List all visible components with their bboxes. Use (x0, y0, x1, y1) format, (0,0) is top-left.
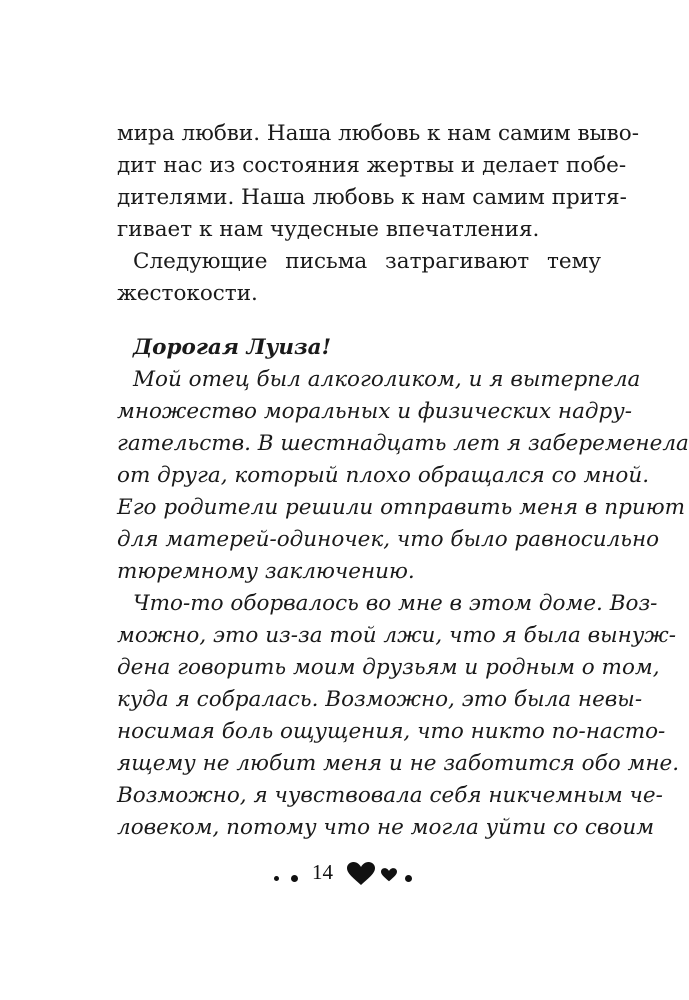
page-number: 14 (312, 859, 333, 884)
page-footer (0, 852, 686, 892)
letter-text-line: куда я собралась. Возможно, это была невы- (117, 687, 643, 712)
letter-text-line: множество моральных и физических надру- (117, 399, 633, 424)
letter-salutation: Дорогая Луиза! (133, 335, 332, 360)
letter-text-line: тюремному заключению. (117, 559, 415, 584)
letter-text-line: гательств. В шестнадцать лет я забеременела (117, 431, 689, 456)
body-text-line: дителями. Наша любовь к нам самим притя- (117, 185, 627, 210)
body-text-line: гивает к нам чудесные впечатления. (117, 217, 540, 242)
letter-text-line: Возможно, я чувствовала себя никчемным че- (117, 783, 663, 808)
letter-text-line: Его родители решили отправить меня в приют (117, 495, 686, 520)
letter-text-line: ловеком, потому что не могла уйти со своим (117, 815, 655, 840)
letter-text-line: дена говорить моим друзьям и родным о том, (117, 655, 660, 680)
heart-icon (381, 868, 397, 882)
letter-text-line: носимая боль ощущения, что никто по-насто- (117, 719, 666, 744)
body-text-line: дит нас из состояния жертвы и делает побе- (117, 153, 627, 178)
letter-text-line: для матерей-одиночек, что было равносильно (117, 527, 660, 552)
body-text-line: Следующие письма затрагивают тему (133, 249, 601, 274)
body-text-line: жестокости. (117, 281, 258, 306)
letter-text-line: от друга, который плохо обращался со мной. (117, 463, 650, 488)
dot-icon (274, 876, 279, 881)
letter-text-line: Что-то оборвалось во мне в этом доме. Воз- (133, 591, 658, 616)
body-text-line: мира любви. Наша любовь к нам самим выво- (117, 121, 639, 146)
letter-text-line: Мой отец был алкоголиком, и я вытерпела (133, 367, 641, 392)
letter-text-line: можно, это из-за той лжи, что я была вынуж- (117, 623, 677, 648)
dot-icon (291, 875, 298, 882)
letter-text-line: ящему не любит меня и не заботится обо мне. (117, 751, 680, 776)
dot-icon (405, 875, 412, 882)
heart-icon (347, 862, 375, 886)
